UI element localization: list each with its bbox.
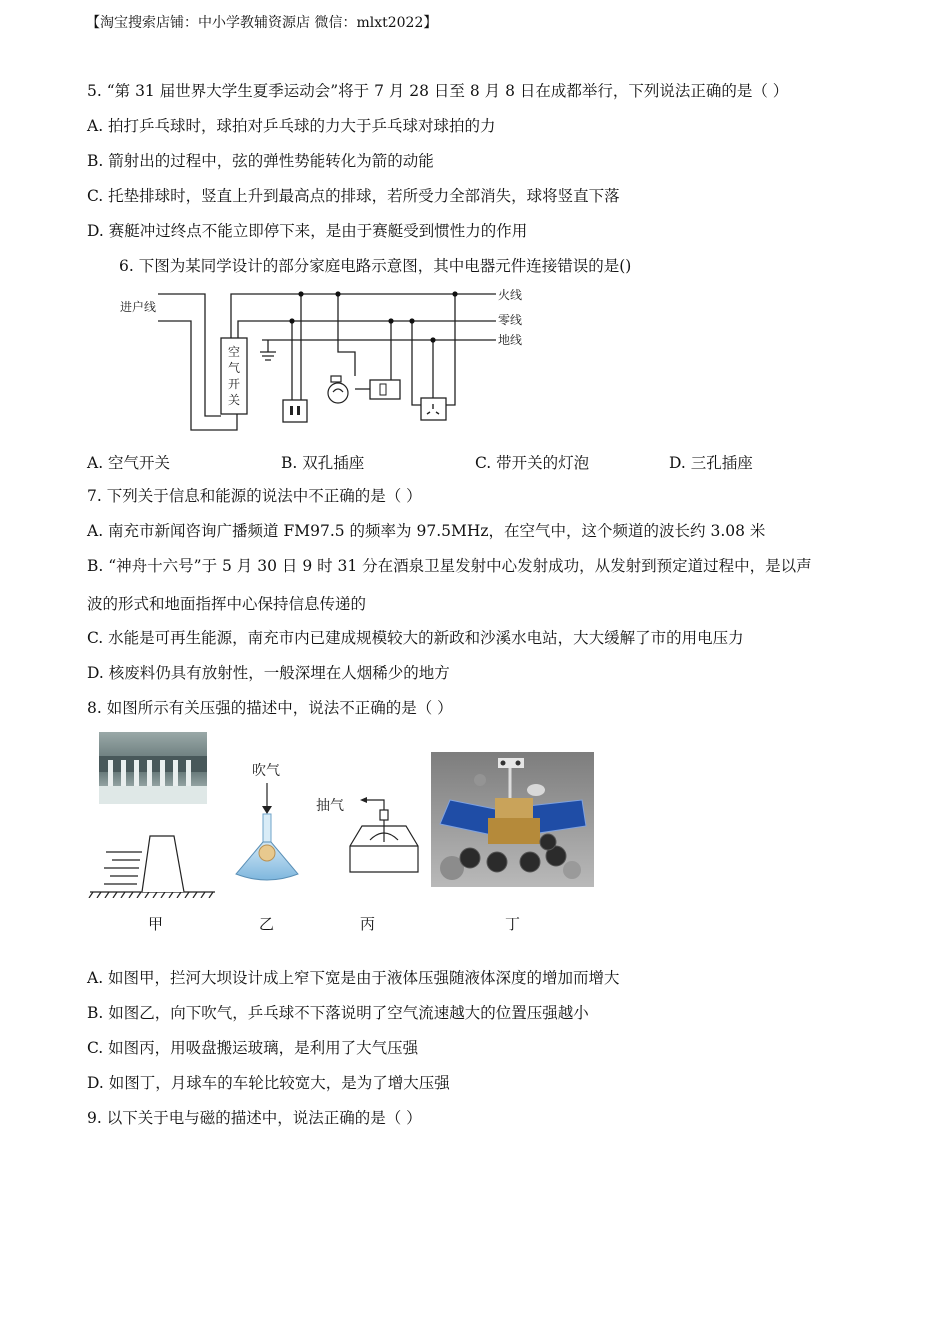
q8-option-c[interactable]: C. 如图丙，用吸盘搬运玻璃，是利用了大气压强 xyxy=(87,1039,419,1057)
pressure-figures xyxy=(85,728,605,898)
household-circuit-diagram xyxy=(110,285,540,437)
q7-stem: 7. 下列关于信息和能源的说法中不正确的是（ ） xyxy=(87,487,422,505)
neutral-wire-label: 零线 xyxy=(498,313,523,327)
blow-label: 吹气 xyxy=(252,763,280,779)
breaker-char-1: 空 xyxy=(228,345,241,359)
q5-option-c[interactable]: C. 托垫排球时，竖直上升到最高点的排球，若所受力全部消失，球将竖直下落 xyxy=(87,187,620,205)
fig-label-jia: 甲 xyxy=(148,915,164,933)
breaker-char-4: 关 xyxy=(228,393,241,407)
q8-option-b[interactable]: B. 如图乙，向下吹气，乒乓球不下落说明了空气流速越大的位置压强越小 xyxy=(87,1004,589,1022)
entry-label: 进户线 xyxy=(120,300,157,314)
q6-stem: 6. 下图为某同学设计的部分家庭电路示意图，其中电器元件连接错误的是() xyxy=(119,257,632,275)
q8-option-d[interactable]: D. 如图丁，月球车的车轮比较宽大，是为了增大压强 xyxy=(87,1074,450,1092)
q7-option-a[interactable]: A. 南充市新闻咨询广播频道 FM97.5 的频率为 97.5MHz，在空气中，这个频道的波长约 3.08 米 xyxy=(87,522,766,540)
fig-label-ding: 丁 xyxy=(505,915,521,933)
fig-label-yi: 乙 xyxy=(259,915,275,933)
q5-option-b[interactable]: B. 箭射出的过程中，弦的弹性势能转化为箭的动能 xyxy=(87,152,434,170)
q6-option-b[interactable]: B. 双孔插座 xyxy=(281,454,365,472)
q7-option-b-cont: 波的形式和地面指挥中心保持信息传递的 xyxy=(87,595,367,613)
q7-option-c[interactable]: C. 水能是可再生能源，南充市内已建成规模较大的新政和沙溪水电站，大大缓解了市的用电压力 xyxy=(87,629,744,647)
fig-label-bing: 丙 xyxy=(360,915,376,933)
lunar-rover-photo xyxy=(431,752,594,887)
q7-option-d[interactable]: D. 核废料仍具有放射性，一般深埋在人烟稀少的地方 xyxy=(87,664,450,682)
q6-option-c[interactable]: C. 带开关的灯泡 xyxy=(475,454,590,472)
ground-wire-label: 地线 xyxy=(498,333,523,347)
q5-option-a[interactable]: A. 拍打乒乓球时，球拍对乒乓球的力大于乒乓球对球拍的力 xyxy=(87,117,496,135)
q5-stem: 5. “第 31 届世界大学生夏季运动会”将于 7 月 28 日至 8 月 8 日在成都举行，下列说法正确的是（ ） xyxy=(87,82,789,100)
q6-option-d[interactable]: D. 三孔插座 xyxy=(669,454,753,472)
suck-label: 抽气 xyxy=(316,798,344,814)
q8-stem: 8. 如图所示有关压强的描述中，说法不正确的是（ ） xyxy=(87,699,453,717)
dam-photo xyxy=(99,732,207,804)
q8-option-a[interactable]: A. 如图甲，拦河大坝设计成上窄下宽是由于液体压强随液体深度的增加而增大 xyxy=(87,969,620,987)
q9-stem: 9. 以下关于电与磁的描述中，说法正确的是（ ） xyxy=(87,1109,422,1127)
q6-option-a[interactable]: A. 空气开关 xyxy=(87,454,171,472)
live-wire-label: 火线 xyxy=(498,288,523,302)
q5-option-d[interactable]: D. 赛艇冲过终点不能立即停下来，是由于赛艇受到惯性力的作用 xyxy=(87,222,528,240)
q7-option-b[interactable]: B. “神舟十六号”于 5 月 30 日 9 时 31 分在酒泉卫星发射中心发射成功，从发射到预定道过程中，是以声 xyxy=(87,557,812,575)
breaker-char-3: 开 xyxy=(228,377,241,391)
watermark: 【淘宝搜索店铺：中小学教辅资源店 微信：mlxt2022】 xyxy=(86,15,438,31)
breaker-char-2: 气 xyxy=(228,361,241,375)
